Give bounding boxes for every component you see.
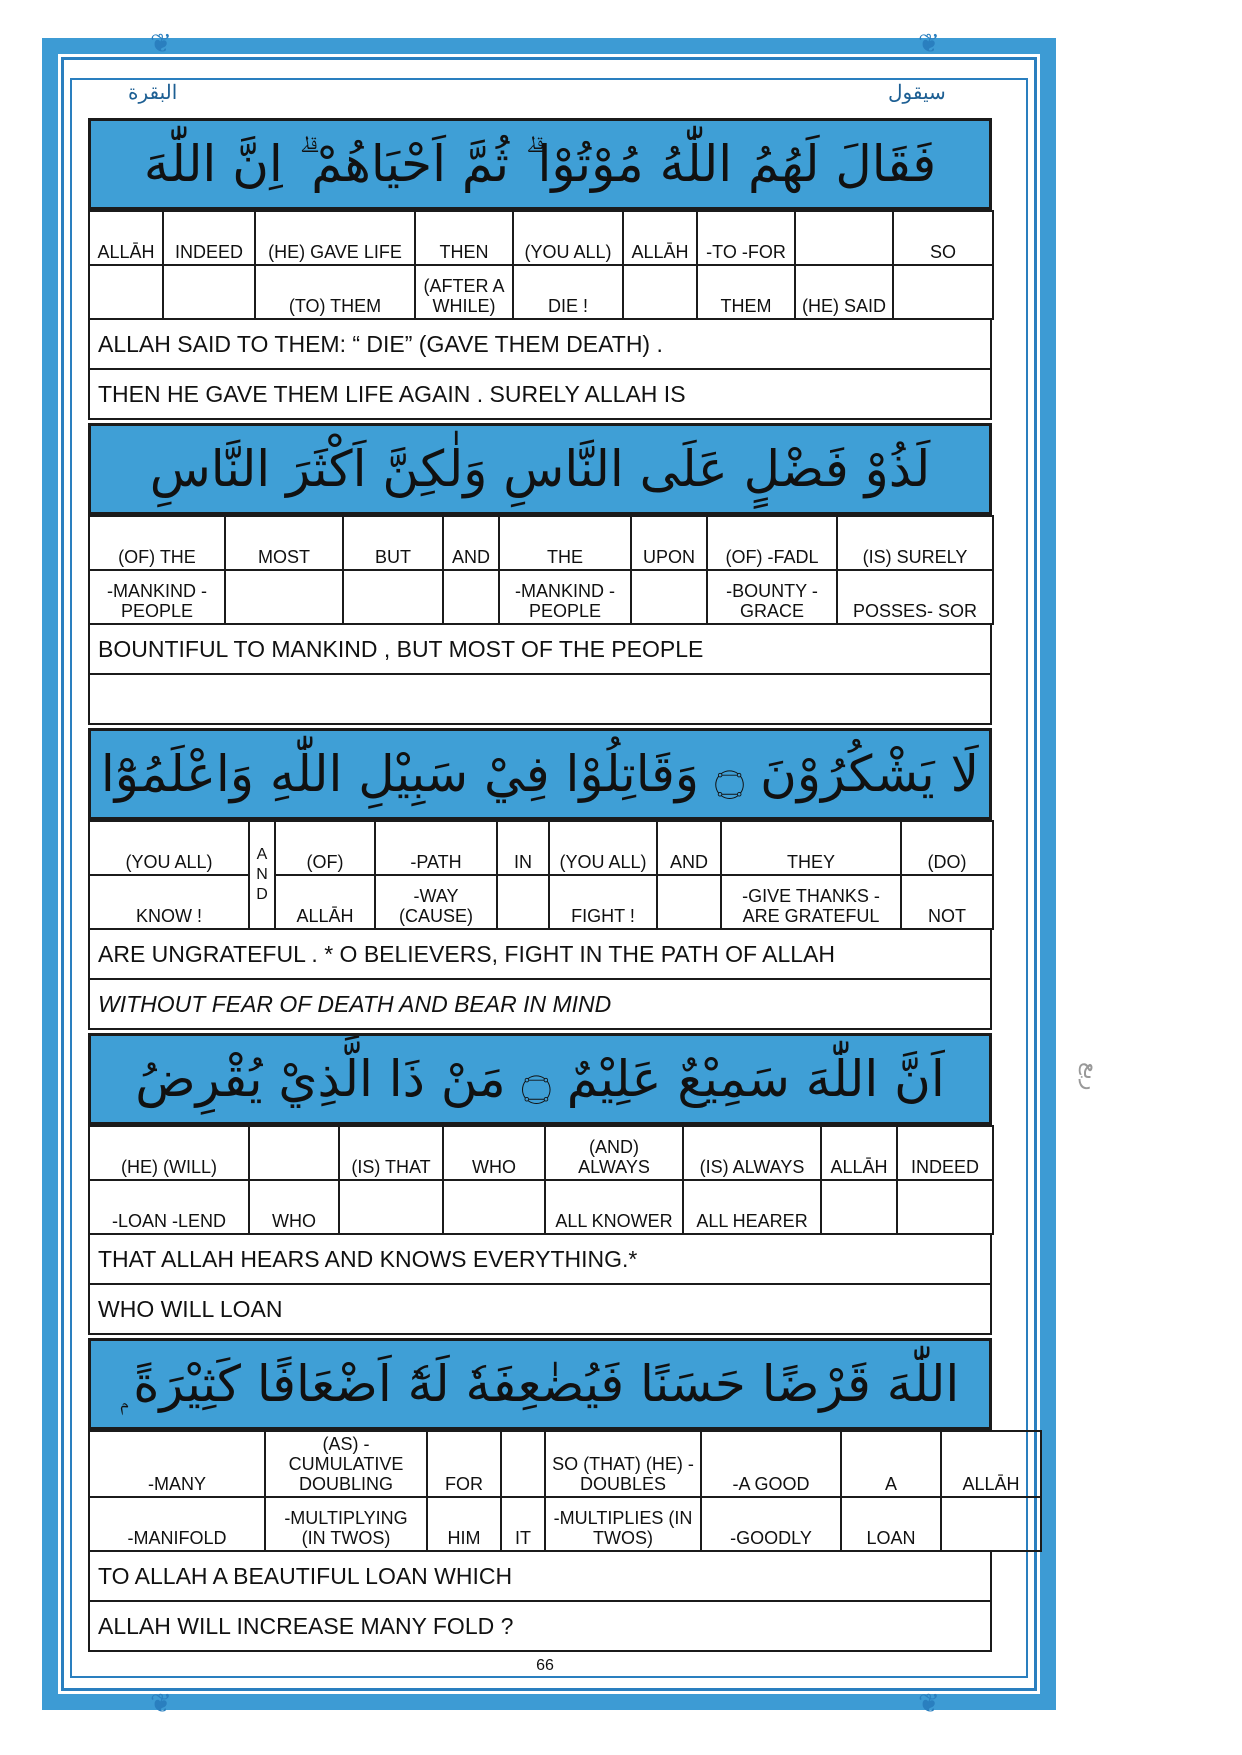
verse-section-5: [88, 1338, 1020, 1652]
arabic-verse: لَذُوْ فَضْلٍ عَلَى النَّاسِ وَلٰكِنَّ اَكْثَرَ النَّاسِ: [88, 423, 992, 515]
word-bottom: -BOUNTY -GRACE: [707, 570, 837, 624]
word-bottom: -GOODLY: [701, 1497, 841, 1551]
verse-section-1: [88, 118, 992, 420]
word-top: AND: [657, 821, 721, 875]
translation-line: [88, 675, 992, 725]
word-top: -A GOOD: [701, 1431, 841, 1497]
word-top: INDEED: [897, 1126, 993, 1180]
word-bottom: -WAY (CAUSE): [375, 875, 497, 929]
word-bottom: -LOAN -LEND: [89, 1180, 249, 1234]
ornament-icon: ❦: [918, 28, 940, 58]
word-bottom: [339, 1180, 443, 1234]
word-top: UPON: [631, 516, 707, 570]
word-top: -MANY: [89, 1431, 265, 1497]
empty-cell: [795, 211, 893, 265]
word-bottom: [225, 570, 343, 624]
word-bottom: WHO: [249, 1180, 339, 1234]
word-bottom: [821, 1180, 897, 1234]
arabic-verse: اللّٰهَ قَرْضًا حَسَنًا فَيُضٰعِفَهٗ لَهٗٓ اَضْعَافًا كَثِيْرَةً ۭ: [88, 1338, 992, 1430]
page-number: 66: [536, 1657, 554, 1674]
word-top: WHO: [443, 1126, 545, 1180]
translation-line: WITHOUT FEAR OF DEATH AND BEAR IN MIND: [88, 980, 992, 1030]
word-bottom: ALL HEARER: [683, 1180, 821, 1234]
word-top: ALLĀH: [623, 211, 697, 265]
word-bottom: -MANKIND -PEOPLE: [89, 570, 225, 624]
translation-line: BOUNTIFUL TO MANKIND , BUT MOST OF THE PEOPLE: [88, 625, 992, 675]
word-bottom: [897, 1180, 993, 1234]
word-top: FOR: [427, 1431, 501, 1497]
word-bottom: POSSES- SOR: [837, 570, 993, 624]
word-bottom: [89, 265, 163, 319]
word-bottom: (AFTER A WHILE): [415, 265, 513, 319]
word-bottom: -MULTIPLIES (IN TWOS): [545, 1497, 701, 1551]
word-bottom: [631, 570, 707, 624]
word-top: ALLĀH: [89, 211, 163, 265]
word-top: BUT: [343, 516, 443, 570]
word-top: (DO): [901, 821, 993, 875]
ornament-icon: ❦: [918, 1688, 940, 1718]
juz-name-right: سيقول: [888, 80, 946, 104]
word-bottom: [343, 570, 443, 624]
word-top: (AS) -CUMULATIVE DOUBLING: [265, 1431, 427, 1497]
word-top: THEN: [415, 211, 513, 265]
word-table: [88, 1125, 994, 1235]
word-top: (OF) -FADL: [707, 516, 837, 570]
translation-line: ALLAH WILL INCREASE MANY FOLD ?: [88, 1602, 992, 1652]
word-table: [88, 1430, 1042, 1552]
arabic-verse: اَنَّ اللّٰهَ سَمِيْعٌ عَلِيْمٌ ۝ مَنْ ذَا الَّذِيْ يُقْرِضُ: [88, 1033, 992, 1125]
translation-line: TO ALLAH A BEAUTIFUL LOAN WHICH: [88, 1552, 992, 1602]
translation-line: THAT ALLAH HEARS AND KNOWS EVERYTHING.*: [88, 1235, 992, 1285]
word-top: A: [841, 1431, 941, 1497]
word-top: (OF): [275, 821, 375, 875]
word-bottom: -MULTIPLYING (IN TWOS): [265, 1497, 427, 1551]
word-bottom: [443, 570, 499, 624]
verse-section-4: [88, 1033, 992, 1335]
word-top: THE: [499, 516, 631, 570]
word-bottom: [497, 875, 549, 929]
word-bottom: HIM: [427, 1497, 501, 1551]
word-bottom: -MANKIND -PEOPLE: [499, 570, 631, 624]
word-bottom: ALL KNOWER: [545, 1180, 683, 1234]
word-top: SO (THAT) (HE) -DOUBLES: [545, 1431, 701, 1497]
word-top: (HE) GAVE LIFE: [255, 211, 415, 265]
word-top: MOST: [225, 516, 343, 570]
word-top: ALLĀH: [821, 1126, 897, 1180]
word-bottom: [443, 1180, 545, 1234]
word-top: (HE) (WILL): [89, 1126, 249, 1180]
word-bottom: KNOW !: [89, 875, 249, 929]
translation-line: ARE UNGRATEFUL . * O BELIEVERS, FIGHT IN THE PATH OF ALLAH: [88, 930, 992, 980]
word-bottom: [163, 265, 255, 319]
word-top: SO: [893, 211, 993, 265]
word-bottom: [657, 875, 721, 929]
word-bottom: [941, 1497, 1041, 1551]
ornament-icon: ❦: [150, 1688, 172, 1718]
word-table: [88, 210, 994, 320]
rub-marker: ربع: [1078, 1062, 1103, 1091]
word-bottom: FIGHT !: [549, 875, 657, 929]
word-top: (YOU ALL): [513, 211, 623, 265]
translation-line: THEN HE GAVE THEM LIFE AGAIN . SURELY ALLAH IS: [88, 370, 992, 420]
word-top: (IS) THAT: [339, 1126, 443, 1180]
word-bottom: (TO) THEM: [255, 265, 415, 319]
word-top: (YOU ALL): [89, 821, 249, 875]
word-top: A N D: [249, 821, 275, 929]
word-bottom: NOT: [901, 875, 993, 929]
word-bottom: ALLĀH: [275, 875, 375, 929]
word-bottom: -GIVE THANKS -ARE GRATEFUL: [721, 875, 901, 929]
word-top: IN: [497, 821, 549, 875]
word-top: (IS) ALWAYS: [683, 1126, 821, 1180]
arabic-verse: فَقَالَ لَهُمُ اللّٰهُ مُوْتُوْا ۗ ثُمَّ اَحْيَاهُمْ ۗ اِنَّ اللّٰهَ: [88, 118, 992, 210]
word-top: [501, 1431, 545, 1497]
word-bottom: DIE !: [513, 265, 623, 319]
word-bottom: [623, 265, 697, 319]
empty-cell: [893, 265, 993, 319]
word-top: -TO -FOR: [697, 211, 795, 265]
word-top: [249, 1126, 339, 1180]
verse-section-2: [88, 423, 992, 725]
surah-name-left: البقرة: [128, 80, 178, 104]
word-bottom: IT: [501, 1497, 545, 1551]
word-bottom: LOAN: [841, 1497, 941, 1551]
word-top: ALLĀH: [941, 1431, 1041, 1497]
word-top: (OF) THE: [89, 516, 225, 570]
word-top: (IS) SURELY: [837, 516, 993, 570]
word-top: (AND) ALWAYS: [545, 1126, 683, 1180]
word-top: AND: [443, 516, 499, 570]
word-bottom: (HE) SAID: [795, 265, 893, 319]
arabic-verse: لَا يَشْكُرُوْنَ ۝ وَقَاتِلُوْا فِيْ سَبِيْلِ اللّٰهِ وَاعْلَمُوْٓا: [88, 728, 992, 820]
word-table: [88, 820, 994, 930]
word-bottom: THEM: [697, 265, 795, 319]
word-top: INDEED: [163, 211, 255, 265]
word-top: THEY: [721, 821, 901, 875]
ornament-icon: ❦: [150, 28, 172, 58]
word-bottom: -MANIFOLD: [89, 1497, 265, 1551]
word-table: [88, 515, 994, 625]
word-top: -PATH: [375, 821, 497, 875]
word-top: (YOU ALL): [549, 821, 657, 875]
translation-line: ALLAH SAID TO THEM: “ DIE” (GAVE THEM DEATH) .: [88, 320, 992, 370]
translation-line: WHO WILL LOAN: [88, 1285, 992, 1335]
verse-section-3: [88, 728, 992, 1030]
